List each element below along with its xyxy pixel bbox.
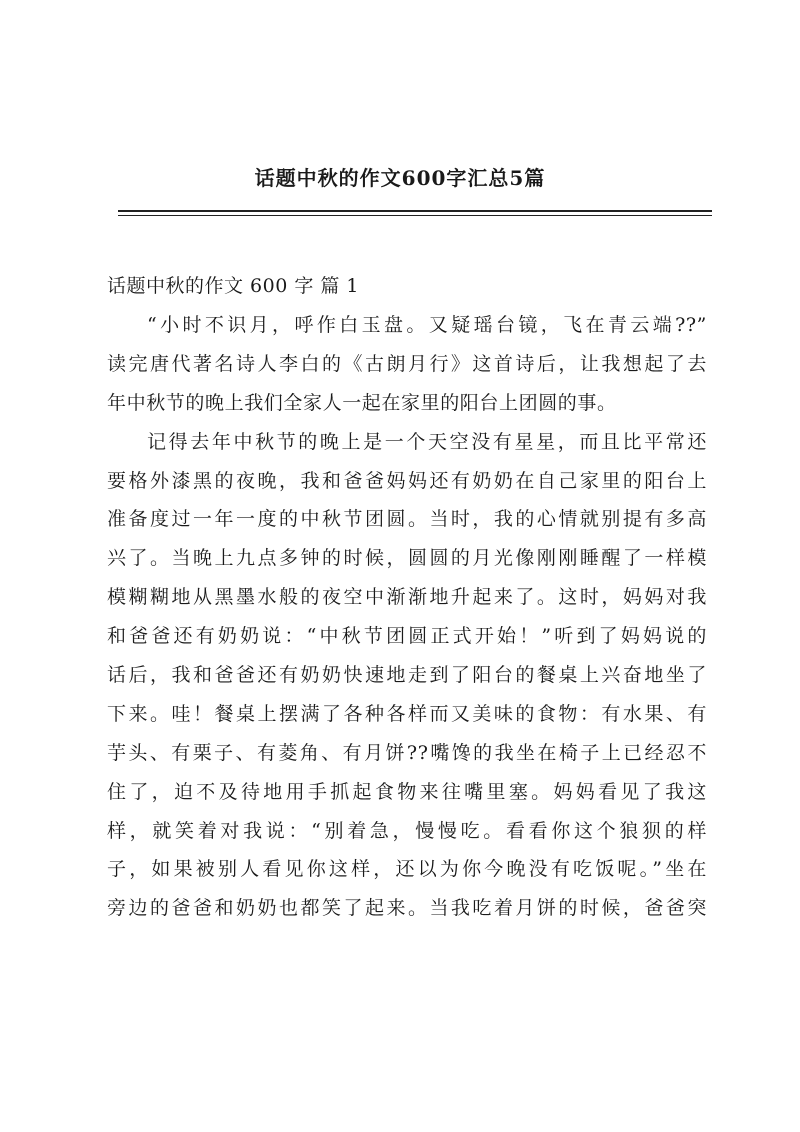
paragraph-line: 住了，迫不及待地用手抓起食物来往嘴里塞。妈妈看见了我这 <box>107 780 707 803</box>
paragraph-line: 读完唐代著名诗人李白的《古朗月行》这首诗后，让我想起了去 <box>107 352 707 375</box>
paragraph-line: “小时不识月，呼作白玉盘。又疑瑶台镜，飞在青云端??” <box>147 314 707 336</box>
paragraph-line: 芋头、有栗子、有菱角、有月饼??嘴馋的我坐在椅子上已经忍不 <box>107 741 707 764</box>
paragraph-line: 和爸爸还有奶奶说：“中秋节团圆正式开始！”听到了妈妈说的 <box>107 625 707 648</box>
paragraph-line: 年中秋节的晚上我们全家人一起在家里的阳台上团圆的事。 <box>107 391 617 414</box>
paragraph-line: 样，就笑着对我说：“别着急，慢慢吃。看看你这个狼狈的样 <box>107 819 707 842</box>
paragraph-line: 子，如果被别人看见你这样，还以为你今晚没有吃饭呢。”坐在 <box>107 858 707 881</box>
paragraph-line: 记得去年中秋节的晚上是一个天空没有星星，而且比平常还 <box>147 430 707 453</box>
article-body <box>107 306 707 928</box>
document-title: 话题中秋的作文600字汇总5篇 <box>254 166 546 190</box>
paragraph-line: 兴了。当晚上九点多钟的时候，圆圆的月光像刚刚睡醒了一样模 <box>107 547 707 570</box>
paragraph-line: 模糊糊地从黑墨水般的夜空中渐渐地升起来了。这时，妈妈对我 <box>107 586 707 609</box>
paragraph-line: 话后，我和爸爸还有奶奶快速地走到了阳台的餐桌上兴奋地坐了 <box>107 664 707 687</box>
section-heading: 话题中秋的作文 600 字 篇 1 <box>107 275 360 297</box>
title-divider-thin <box>118 215 712 216</box>
paragraph-line: 旁边的爸爸和奶奶也都笑了起来。当我吃着月饼的时候，爸爸突 <box>107 897 707 920</box>
paragraph-line: 准备度过一年一度的中秋节团圆。当时，我的心情就别提有多高 <box>107 508 707 531</box>
title-divider-thick <box>118 210 712 212</box>
paragraph-line: 下来。哇！餐桌上摆满了各种各样而又美味的食物：有水果、有 <box>107 702 707 725</box>
paragraph-line: 要格外漆黑的夜晚，我和爸爸妈妈还有奶奶在自己家里的阳台上 <box>107 469 707 492</box>
